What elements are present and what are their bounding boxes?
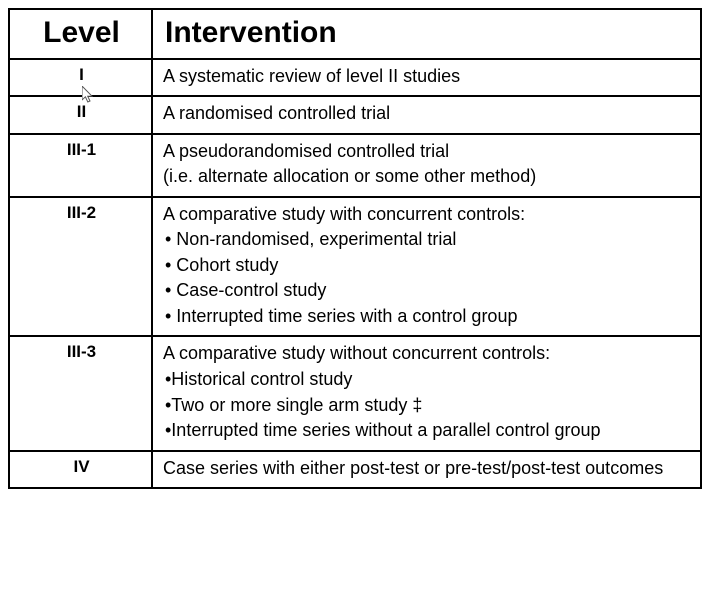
table-row [9,336,701,450]
intervention-bullet: • Interrupted time series with a control group [165,305,518,326]
intervention-line: A pseudorandomised controlled trial [163,140,450,161]
level-value: III-2 [9,197,152,337]
intervention-line: A systematic review of level II studies [163,65,461,86]
document-page [0,8,704,608]
intervention-bullet: •Two or more single arm study ‡ [165,394,423,415]
intervention-bullet: •Interrupted time series without a parallel control group [165,420,601,441]
intervention-line: A comparative study with concurrent controls: [163,203,526,224]
table-row [9,134,701,197]
intervention-value [152,451,701,489]
level-value: III-1 [9,134,152,197]
intervention-bullet: • Cohort study [165,254,279,275]
table-row [9,96,701,134]
table-row [9,451,701,489]
intervention-value [152,59,701,97]
intervention-bullet: •Historical control study [165,368,353,389]
intervention-line: (i.e. alternate allocation or some other method) [163,166,537,187]
intervention-value [152,336,701,450]
level-value: I [9,59,152,97]
intervention-value [152,134,701,197]
column-header-level: Level [9,9,152,59]
intervention-line: Case series with either post-test or pre-test/post-test outcomes [163,457,664,478]
table-row [9,59,701,97]
level-value: II [9,96,152,134]
intervention-value [152,96,701,134]
table-header-row [9,9,701,59]
column-header-intervention: Intervention [152,9,701,59]
level-value: III-3 [9,336,152,450]
intervention-bullet: • Case-control study [165,280,327,301]
level-value: IV [9,451,152,489]
intervention-line: A randomised controlled trial [163,103,391,124]
table-row [9,197,701,337]
intervention-line: A comparative study without concurrent controls: [163,343,551,364]
intervention-value [152,197,701,337]
evidence-level-table [8,8,702,489]
intervention-bullet: • Non-randomised, experimental trial [165,229,457,250]
